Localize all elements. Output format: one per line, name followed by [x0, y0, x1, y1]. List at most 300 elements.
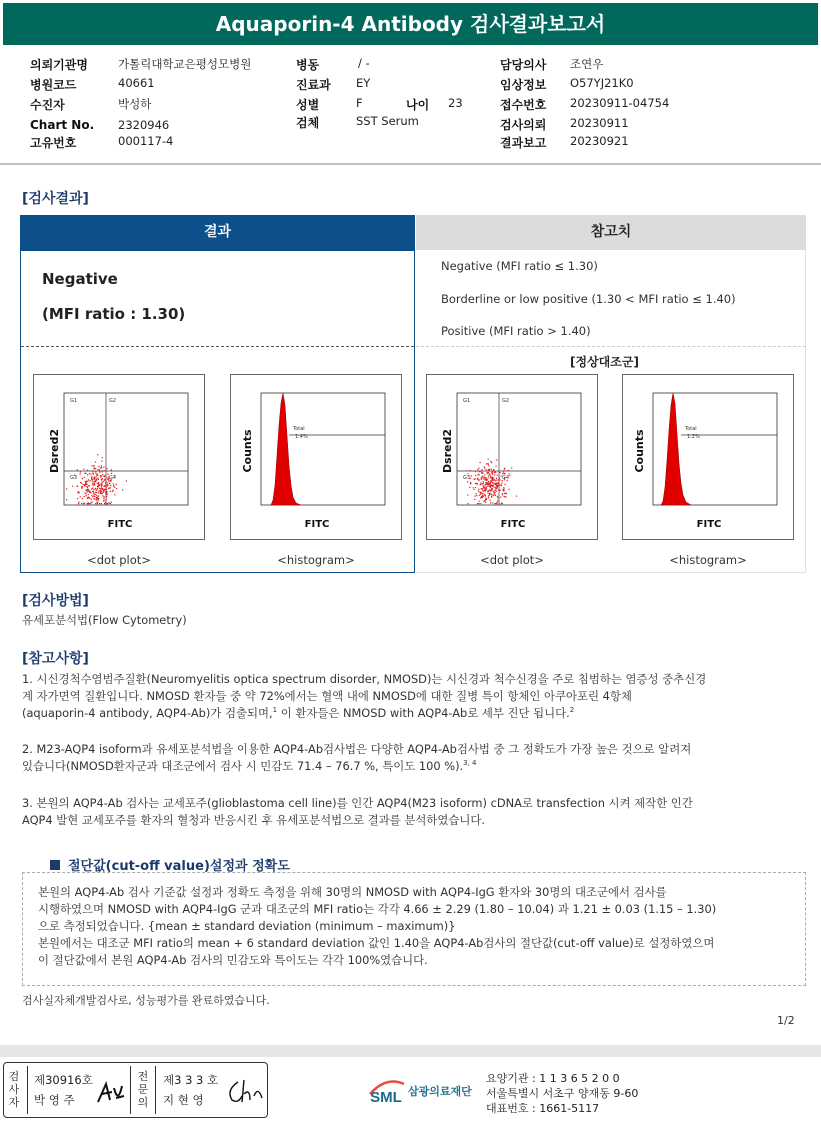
info-value: O57YJ21K0 [570, 76, 634, 90]
dot-point [494, 487, 495, 488]
citation: 2 [569, 706, 575, 715]
info-key: 병동 [296, 58, 320, 72]
dot-point [481, 488, 482, 489]
dot-point [83, 503, 84, 504]
dot-point [499, 478, 500, 479]
dot-point [98, 469, 99, 470]
dot-point [95, 492, 96, 493]
dot-point [484, 468, 485, 469]
dot-point [105, 485, 106, 486]
dot-point [102, 495, 103, 496]
total-label: Total [685, 426, 697, 432]
dot-point [93, 495, 94, 496]
dot-point [467, 495, 468, 496]
dot-point [97, 475, 98, 476]
dot-point [95, 488, 96, 489]
phone: 대표번호 : 1661-5117 [486, 1102, 600, 1115]
info-key: 병원코드 [30, 78, 77, 92]
dot-point [483, 487, 484, 488]
dot-point [116, 488, 117, 489]
hist-xlabel: FITC [304, 519, 330, 530]
total-label: Total [293, 426, 305, 432]
info-value: 20230921 [570, 134, 629, 148]
dot-point [475, 478, 476, 479]
dot-point [479, 503, 480, 504]
dot-point [87, 474, 88, 475]
dot-point [114, 494, 115, 495]
tester-name: 박 영 주 [34, 1093, 75, 1107]
dot-point [490, 477, 491, 478]
dot-point [495, 488, 496, 489]
dot-point [83, 469, 84, 470]
dot-point [488, 459, 489, 460]
dot-point [478, 491, 479, 492]
dot-point [486, 463, 487, 464]
dot-point [103, 490, 104, 491]
dot-point [486, 489, 487, 490]
dot-point [106, 468, 107, 469]
dot-point [491, 484, 492, 485]
dot-point [91, 479, 92, 480]
dot-point [98, 498, 99, 499]
dot-point [93, 492, 94, 493]
result-tab: 결과 [20, 215, 415, 250]
dot-point [94, 477, 95, 478]
dot-point [502, 493, 503, 494]
dot-point [486, 479, 487, 480]
header-divider [0, 163, 821, 165]
dot-point [503, 489, 504, 490]
dot-point [489, 484, 490, 485]
dot-point [93, 468, 94, 469]
dot-point [94, 481, 95, 482]
dot-point [101, 486, 102, 487]
dot-point [477, 469, 478, 470]
dot-point [95, 503, 96, 504]
dot-point [82, 498, 83, 499]
dot-point [87, 490, 88, 491]
dot-point [487, 486, 488, 487]
dot-point [110, 491, 111, 492]
dot-point [482, 493, 483, 494]
dot-point [100, 467, 101, 468]
section-notes-heading: [참고사항] [22, 651, 89, 667]
note-line [22, 705, 812, 722]
dot-point [488, 481, 489, 482]
dot-point [483, 478, 484, 479]
dot-point [92, 483, 93, 484]
dot-point [492, 478, 493, 479]
dot-point [495, 487, 496, 488]
dot-point [109, 488, 110, 489]
dot-point [93, 474, 94, 475]
info-key: 임상정보 [500, 78, 547, 92]
dot-point [84, 485, 85, 486]
dot-point [107, 493, 108, 494]
dot-point [95, 472, 96, 473]
info-value: 2320946 [118, 118, 170, 132]
dot-point [106, 481, 107, 482]
dot-point [91, 499, 92, 500]
dot-point [495, 489, 496, 490]
dot-point [494, 494, 495, 495]
dot-point [481, 482, 482, 483]
dot-point [467, 481, 468, 482]
dot-point [493, 470, 494, 471]
tester-number: 제30916호 [34, 1073, 93, 1087]
note-line: 1. 시신경척수염범주질환(Neuromyelitis optica spectrum disorder, NMOSD)는 시신경과 척수신경을 주로 침범하는 염증성 중추신경 [22, 672, 707, 686]
result-value: Negative [42, 270, 118, 288]
dot-point [484, 474, 485, 475]
dot-point [489, 493, 490, 494]
dot-point [480, 471, 481, 472]
dot-point [492, 486, 493, 487]
dot-point [92, 481, 93, 482]
dot-point [99, 472, 100, 473]
dot-point [487, 463, 488, 464]
dot-point [503, 472, 504, 473]
dot-point [497, 496, 498, 497]
dot-point [491, 469, 492, 470]
dot-point [485, 502, 486, 503]
dot-point [107, 485, 108, 486]
dot-point [97, 502, 98, 503]
dot-point [98, 491, 99, 492]
dot-point [86, 495, 87, 496]
dot-point [480, 484, 481, 485]
logo-text: SML [370, 1089, 402, 1106]
validation-note: 검사실자체개발검사로, 성능평가를 완료하였습니다. [22, 994, 270, 1007]
dot-point [113, 485, 114, 486]
dot-point [111, 502, 112, 503]
dot-point [105, 492, 106, 493]
note-text: 이 환자들은 NMOSD with AQP4-Ab로 세부 진단 됩니다. [277, 706, 570, 720]
dot-point [100, 492, 101, 493]
dot-point [495, 472, 496, 473]
dot-point [99, 488, 100, 489]
reference-positive: Positive (MFI ratio > 1.40) [441, 324, 591, 338]
dot-point [98, 485, 99, 486]
section-method-heading: [검사방법] [22, 593, 89, 609]
dot-point [490, 482, 491, 483]
dot-point [88, 479, 89, 480]
note-line: 3. 본원의 AQP4-Ab 검사는 교세포주(glioblastoma cell line)를 인간 AQP4(M23 isoform) cDNA로 transfection 시켜 제작한 인간 [22, 796, 693, 810]
dot-point [92, 491, 93, 492]
dot-point [92, 484, 93, 485]
dot-point [101, 465, 102, 466]
dot-point [111, 473, 112, 474]
dot-point [488, 472, 489, 473]
dot-point [103, 498, 104, 499]
dot-point [499, 503, 500, 504]
dot-point [114, 487, 115, 488]
dot-point [504, 469, 505, 470]
dot-point [99, 503, 100, 504]
dot-point [489, 470, 490, 471]
cutoff-heading-text: 절단값(cut-off value)설정과 정확도 [68, 859, 290, 874]
dot-point [116, 484, 117, 485]
dot-point [72, 486, 73, 487]
dot-point [97, 478, 98, 479]
dot-point [90, 480, 91, 481]
info-key: 의뢰기관명 [30, 58, 88, 72]
dot-point [490, 480, 491, 481]
dot-point [89, 491, 90, 492]
citation: 3, 4 [463, 759, 477, 768]
dot-point [487, 479, 488, 480]
dot-point [484, 494, 485, 495]
dot-point [101, 483, 102, 484]
dot-point [104, 496, 105, 497]
dot-point [501, 482, 502, 483]
dot-point [504, 484, 505, 485]
note-line: 2. M23-AQP4 isoform과 유세포분석법을 이용한 AQP4-Ab검사법은 다양한 AQP4-Ab검사법 중 그 정확도가 가장 높은 것으로 알려져 [22, 742, 692, 756]
dot-point [491, 496, 492, 497]
dot-point [89, 498, 90, 499]
dot-point [103, 476, 104, 477]
dot-point [478, 489, 479, 490]
reference-divider [416, 346, 806, 347]
dot-point [486, 487, 487, 488]
dot-point [489, 500, 490, 501]
dot-point [105, 489, 106, 490]
dot-point [87, 487, 88, 488]
dot-point [485, 486, 486, 487]
dot-point [487, 493, 488, 494]
dot-point [105, 475, 106, 476]
dot-point [107, 482, 108, 483]
dot-point [467, 503, 468, 504]
dot-point [100, 477, 101, 478]
dot-point [490, 487, 491, 488]
dot-point [84, 503, 85, 504]
dot-point [86, 484, 87, 485]
address: 서울특별시 서초구 양재동 9-60 [486, 1087, 639, 1100]
dot-point [492, 488, 493, 489]
quadrant-label: G1 [70, 398, 78, 404]
caption-dot-plot: <dot plot> [87, 553, 151, 567]
dot-point [488, 477, 489, 478]
caption-dot-plot: <dot plot> [480, 553, 544, 567]
dot-point [98, 486, 99, 487]
info-value: EY [356, 76, 371, 90]
dot-point [88, 494, 89, 495]
dot-point [78, 502, 79, 503]
info-key: 고유번호 [30, 136, 77, 150]
dot-point [498, 482, 499, 483]
dot-point [488, 475, 489, 476]
dot-point [94, 489, 95, 490]
dot-point [98, 483, 99, 484]
dot-point [488, 465, 489, 466]
quadrant-label: G1 [463, 398, 471, 404]
dot-point [474, 496, 475, 497]
dot-point [102, 479, 103, 480]
dot-point [103, 492, 104, 493]
dot-point [505, 496, 506, 497]
dot-point [495, 483, 496, 484]
dot-point [97, 483, 98, 484]
dot-point [482, 488, 483, 489]
total-percent: 1.2% [687, 434, 700, 440]
dot-point [108, 488, 109, 489]
dot-point [477, 478, 478, 479]
dot-point [491, 494, 492, 495]
dot-point [492, 480, 493, 481]
reviewer-number: 제3 3 3 호 [163, 1073, 219, 1087]
sml-logo [366, 1072, 406, 1112]
dot-point [95, 481, 96, 482]
dot-point [102, 489, 103, 490]
dot-point [489, 469, 490, 470]
dot-point [489, 473, 490, 474]
dot-point [475, 471, 476, 472]
footer-bar [0, 1045, 821, 1057]
info-value: 40661 [118, 76, 155, 90]
dot-point [86, 490, 87, 491]
dot-point [484, 490, 485, 491]
dot-point [106, 477, 107, 478]
dot-point [509, 489, 510, 490]
dot-point [480, 497, 481, 498]
dot-point [89, 503, 90, 504]
dot-point [94, 499, 95, 500]
dot-point [88, 489, 89, 490]
dot-point [101, 488, 102, 489]
quadrant-label: G4 [109, 475, 117, 481]
dot-point [98, 500, 99, 501]
reviewer-label: 전문의 [137, 1070, 149, 1109]
dot-point [85, 484, 86, 485]
dot-point [85, 493, 86, 494]
dot-point [85, 481, 86, 482]
stamp-divider [130, 1066, 131, 1114]
dot-point [98, 479, 99, 480]
dot-point [83, 484, 84, 485]
dot-point [106, 487, 107, 488]
dot-point [504, 496, 505, 497]
dot-ylabel: Dsred2 [441, 428, 454, 474]
dot-point [102, 474, 103, 475]
dot-point [502, 494, 503, 495]
dot-point [95, 471, 96, 472]
dot-point [109, 483, 110, 484]
cutoff-line: 이 절단값에서 본원 AQP4-Ab 검사의 민감도와 특이도는 각각 100%였습니다. [38, 953, 428, 967]
info-value: 23 [448, 96, 463, 110]
dot-point [479, 495, 480, 496]
dot-point [490, 461, 491, 462]
info-key: 수진자 [30, 98, 65, 112]
patient-dot-plot [33, 374, 205, 540]
dot-point [101, 493, 102, 494]
dot-point [482, 473, 483, 474]
dot-point [77, 492, 78, 493]
quadrant-label: G3 [70, 475, 78, 481]
info-key: 나이 [406, 98, 430, 112]
dot-point [481, 473, 482, 474]
dot-point [509, 475, 510, 476]
method-text: 유세포분석법(Flow Cytometry) [22, 613, 187, 627]
dot-point [93, 485, 94, 486]
dot-point [483, 496, 484, 497]
dot-point [479, 471, 480, 472]
dot-point [479, 492, 480, 493]
dot-point [95, 461, 96, 462]
dot-point [497, 500, 498, 501]
dot-point [88, 485, 89, 486]
dot-point [489, 489, 490, 490]
result-divider [21, 346, 414, 347]
caption-histogram: <histogram> [669, 553, 747, 567]
dot-point [483, 483, 484, 484]
dot-point [85, 482, 86, 483]
dot-point [100, 493, 101, 494]
reference-borderline: Borderline or low positive (1.30 < MFI ratio ≤ 1.40) [441, 292, 736, 306]
dot-point [490, 490, 491, 491]
dot-point [92, 488, 93, 489]
dot-point [485, 488, 486, 489]
dot-point [478, 479, 479, 480]
quadrant-label: G2 [502, 398, 510, 404]
dot-point [494, 474, 495, 475]
info-key: Chart No. [30, 118, 95, 132]
dot-point [492, 471, 493, 472]
dot-point [478, 468, 479, 469]
dot-point [122, 489, 123, 490]
dot-point [97, 473, 98, 474]
info-value: 박성하 [118, 97, 152, 111]
dot-point [94, 494, 95, 495]
dot-point [91, 495, 92, 496]
dot-point [104, 489, 105, 490]
dot-point [97, 489, 98, 490]
dot-point [87, 470, 88, 471]
dot-point [489, 486, 490, 487]
info-key: 성별 [296, 98, 320, 112]
dot-point [503, 487, 504, 488]
dot-point [500, 497, 501, 498]
dot-point [81, 503, 82, 504]
dot-point [491, 462, 492, 463]
dot-point [483, 485, 484, 486]
dot-point [93, 465, 94, 466]
dot-point [81, 483, 82, 484]
dot-point [100, 490, 101, 491]
dot-point [503, 490, 504, 491]
dot-point [495, 480, 496, 481]
dot-point [499, 485, 500, 486]
dot-point [493, 477, 494, 478]
dot-point [485, 484, 486, 485]
info-value: F [356, 96, 363, 110]
dot-point [89, 473, 90, 474]
dot-point [105, 483, 106, 484]
quadrant-label: G2 [109, 398, 117, 404]
section-result-heading: [검사결과] [22, 191, 89, 207]
dot-point [84, 496, 85, 497]
dot-point [494, 472, 495, 473]
dot-point [493, 495, 494, 496]
dot-point [485, 477, 486, 478]
dot-point [98, 495, 99, 496]
dot-point [102, 482, 103, 483]
dot-point [498, 479, 499, 480]
dot-point [470, 470, 471, 471]
dot-point [97, 503, 98, 504]
dot-point [97, 454, 98, 455]
dot-point [104, 485, 105, 486]
dot-point [502, 473, 503, 474]
